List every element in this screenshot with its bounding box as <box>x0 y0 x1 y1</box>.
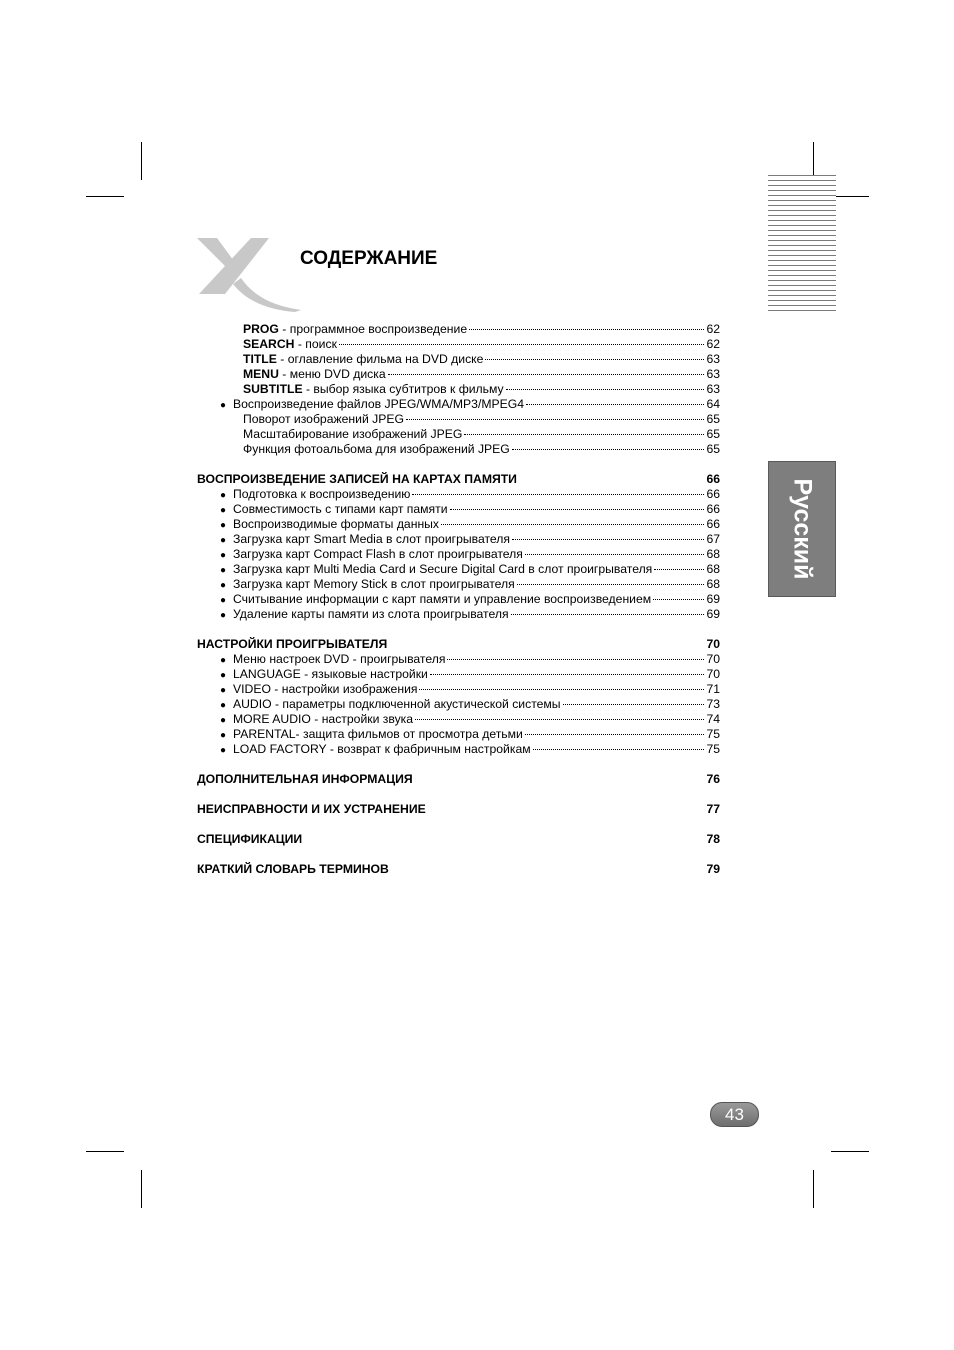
toc-leader <box>419 689 704 690</box>
toc-entry <box>220 667 720 682</box>
toc-entry-text: LANGUAGE - языковые настройки <box>233 667 428 681</box>
toc-entry-text: MORE AUDIO - настройки звука <box>233 712 414 726</box>
toc-entry <box>243 337 720 352</box>
toc-entry <box>243 427 720 442</box>
toc-section-heading <box>197 472 720 487</box>
toc-page-number: 70 <box>706 652 720 666</box>
toc-entry <box>243 442 720 457</box>
toc-page-number: 77 <box>706 802 720 816</box>
toc-entry-text: НЕИСПРАВНОСТИ И ИХ УСТРАНЕНИЕ <box>197 802 426 816</box>
toc-section-heading <box>197 772 720 787</box>
crop-mark <box>141 142 142 180</box>
toc-entry <box>220 607 720 622</box>
toc-page-number: 64 <box>706 397 720 411</box>
crop-mark <box>86 1151 124 1152</box>
bullet-icon: ● <box>220 580 227 591</box>
toc-page-number: 68 <box>706 547 720 561</box>
toc-page-number: 68 <box>706 577 720 591</box>
toc-entry <box>243 352 720 367</box>
toc-page-number: 62 <box>706 322 720 336</box>
toc-entry-text: Загрузка карт Multi Media Card и Secure Digital Card в слот проигрывателя <box>233 562 653 576</box>
toc-page-number: 62 <box>706 337 720 351</box>
bullet-icon: ● <box>220 685 227 696</box>
x-logo-icon <box>195 238 305 313</box>
bullet-icon: ● <box>220 565 227 576</box>
toc-entry <box>220 652 720 667</box>
bullet-icon: ● <box>220 400 227 411</box>
toc-entry-text: PARENTAL- защита фильмов от просмотра детьми <box>233 727 523 741</box>
toc-entry-text: Загрузка карт Smart Media в слот проигрывателя <box>233 532 511 546</box>
toc-entry <box>220 397 720 412</box>
toc-page-number: 66 <box>706 502 720 516</box>
toc-entry-keyword: PROG <box>243 322 279 336</box>
toc-entry <box>243 367 720 382</box>
toc-page-number: 65 <box>706 427 720 441</box>
toc-leader <box>563 704 705 705</box>
toc-leader <box>653 599 704 600</box>
toc-entry-text: Поворот изображений JPEG <box>243 412 404 426</box>
bullet-icon: ● <box>220 550 227 561</box>
toc-leader <box>526 404 704 405</box>
toc-leader <box>450 509 705 510</box>
decorative-stripes <box>768 175 836 312</box>
toc-page-number: 65 <box>706 412 720 426</box>
toc-entry-text: SUBTITLE - выбор языка субтитров к фильму <box>243 382 504 396</box>
bullet-icon: ● <box>220 505 227 516</box>
toc-entry-keyword: SUBTITLE <box>243 382 303 396</box>
toc-page-number: 63 <box>706 367 720 381</box>
toc-entry <box>220 712 720 727</box>
toc-leader <box>485 359 704 360</box>
toc-entry-text: Воспроизводимые форматы данных <box>233 517 440 531</box>
toc-leader <box>406 419 704 420</box>
toc-leader <box>447 659 704 660</box>
toc-leader <box>525 554 705 555</box>
crop-mark <box>831 1151 869 1152</box>
toc-page-number: 65 <box>706 442 720 456</box>
bullet-icon: ● <box>220 535 227 546</box>
toc-entry-text: СПЕЦИФИКАЦИИ <box>197 832 303 846</box>
toc-entry <box>243 322 720 337</box>
toc-leader <box>512 539 704 540</box>
toc-leader <box>339 344 705 345</box>
bullet-icon: ● <box>220 730 227 741</box>
toc-entry <box>220 742 720 757</box>
toc-page-number: 76 <box>706 772 720 786</box>
toc-page-number: 79 <box>706 862 720 876</box>
bullet-icon: ● <box>220 610 227 621</box>
toc-entry-text: НАСТРОЙКИ ПРОИГРЫВАТЕЛЯ <box>197 637 388 651</box>
toc-entry <box>220 562 720 577</box>
toc-entry <box>243 382 720 397</box>
bullet-icon: ● <box>220 490 227 501</box>
bullet-icon: ● <box>220 700 227 711</box>
language-tab-label: Русский <box>788 478 817 580</box>
toc-leader <box>533 749 705 750</box>
bullet-icon: ● <box>220 715 227 726</box>
toc-leader <box>388 374 705 375</box>
toc-leader <box>469 329 704 330</box>
toc-page-number: 63 <box>706 382 720 396</box>
toc-section-heading <box>197 802 720 817</box>
toc-entry-text: Меню настроек DVD - проигрывателя <box>233 652 446 666</box>
toc-page-number: 78 <box>706 832 720 846</box>
toc-page-number: 74 <box>706 712 720 726</box>
page-title: СОДЕРЖАНИЕ <box>300 248 438 269</box>
toc-leader <box>654 569 704 570</box>
toc-leader <box>464 434 704 435</box>
toc-entry-text: PROG - программное воспроизведение <box>243 322 468 336</box>
toc-leader <box>525 734 705 735</box>
crop-mark <box>831 196 869 197</box>
toc-leader <box>512 449 705 450</box>
toc-entry <box>220 697 720 712</box>
toc-entry <box>220 502 720 517</box>
toc-entry-keyword: SEARCH <box>243 337 295 351</box>
toc-entry-text: Совместимость с типами карт памяти <box>233 502 448 516</box>
toc-page-number: 66 <box>706 517 720 531</box>
toc-entry-keyword: TITLE <box>243 352 277 366</box>
toc-page-number: 73 <box>706 697 720 711</box>
language-tab <box>768 461 836 597</box>
bullet-icon: ● <box>220 520 227 531</box>
bullet-icon: ● <box>220 745 227 756</box>
toc-entry-text: Загрузка карт Memory Stick в слот проигрывателя <box>233 577 515 591</box>
bullet-icon: ● <box>220 670 227 681</box>
toc-entry <box>220 547 720 562</box>
toc-entry <box>220 517 720 532</box>
toc-entry-text: ДОПОЛНИТЕЛЬНАЯ ИНФОРМАЦИЯ <box>197 772 413 786</box>
bullet-icon: ● <box>220 595 227 606</box>
toc-page-number: 63 <box>706 352 720 366</box>
toc-entry-text: Загрузка карт Compact Flash в слот проигрывателя <box>233 547 523 561</box>
toc-entry <box>220 532 720 547</box>
toc-entry-text: КРАТКИЙ СЛОВАРЬ ТЕРМИНОВ <box>197 862 389 876</box>
toc-entry-text: ВОСПРОИЗВЕДЕНИЕ ЗАПИСЕЙ НА КАРТАХ ПАМЯТИ <box>197 472 517 486</box>
toc-entry-text: TITLE - оглавление фильма на DVD диске <box>243 352 484 366</box>
toc-leader <box>511 614 705 615</box>
toc-leader <box>517 584 705 585</box>
toc-entry <box>243 412 720 427</box>
toc-entry-text: Функция фотоальбома для изображений JPEG <box>243 442 510 456</box>
toc-entry <box>220 727 720 742</box>
toc-page-number: 71 <box>706 682 720 696</box>
toc-section-heading <box>197 832 720 847</box>
toc-page-number: 66 <box>706 472 720 486</box>
toc-entry <box>220 682 720 697</box>
bullet-icon: ● <box>220 655 227 666</box>
toc-leader <box>430 674 705 675</box>
toc-page-number: 66 <box>706 487 720 501</box>
toc-page-number: 68 <box>706 562 720 576</box>
toc-section-heading <box>197 637 720 652</box>
toc-entry-text: Масштабирование изображений JPEG <box>243 427 463 441</box>
toc-entry <box>220 592 720 607</box>
toc-page-number: 70 <box>706 667 720 681</box>
toc-entry <box>220 577 720 592</box>
toc-section-heading <box>197 862 720 877</box>
toc-leader <box>441 524 704 525</box>
toc-entry-text: AUDIO - параметры подключенной акустической системы <box>233 697 561 711</box>
crop-mark <box>141 1170 142 1208</box>
toc-page-number: 69 <box>706 607 720 621</box>
crop-mark <box>813 1170 814 1208</box>
toc-page-number: 75 <box>706 742 720 756</box>
toc-leader <box>506 389 705 390</box>
toc-entry-text: LOAD FACTORY - возврат к фабричным настройкам <box>233 742 531 756</box>
toc-entry-text: Подготовка к воспроизведению <box>233 487 411 501</box>
toc-entry-text: Удаление карты памяти из слота проигрывателя <box>233 607 509 621</box>
toc-entry-keyword: MENU <box>243 367 279 381</box>
toc-page-number: 70 <box>706 637 720 651</box>
toc-page-number: 75 <box>706 727 720 741</box>
toc-page-number: 67 <box>706 532 720 546</box>
toc-entry-text: SEARCH - поиск <box>243 337 337 351</box>
toc-entry <box>220 487 720 502</box>
toc-entry-text: Воспроизведение файлов JPEG/WMA/MP3/MPEG4 <box>233 397 524 411</box>
crop-mark <box>86 196 124 197</box>
toc-entry-text: VIDEO - настройки изображения <box>233 682 418 696</box>
toc-entry-text: Считывание информации с карт памяти и управление воспроизведением <box>233 592 652 606</box>
toc-leader <box>415 719 704 720</box>
toc-entry-text: MENU - меню DVD диска <box>243 367 386 381</box>
page-number-badge: 43 <box>710 1102 759 1127</box>
toc-leader <box>412 494 704 495</box>
toc-page-number: 69 <box>706 592 720 606</box>
